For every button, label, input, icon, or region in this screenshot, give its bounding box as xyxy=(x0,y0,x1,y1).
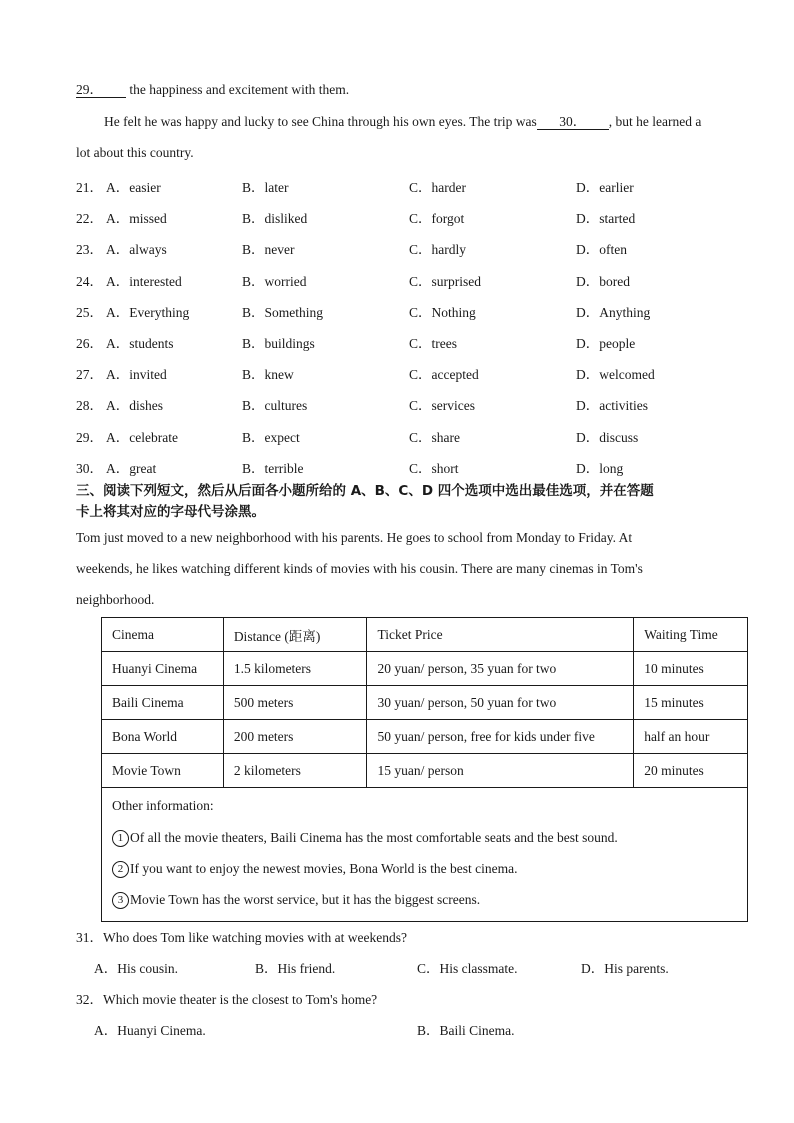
option-b[interactable]: B．Baili Cinema. xyxy=(417,1023,515,1038)
other-info-text: Of all the movie theaters, Baili Cinema has the most comfortable seats and the best sound. xyxy=(130,830,618,845)
cloze-para-end: , but he learned a xyxy=(608,114,702,129)
question-options-32 xyxy=(94,1019,754,1039)
table-cell: 30 yuan/ person, 50 yuan for two xyxy=(367,686,634,720)
section-heading xyxy=(76,481,756,523)
option-number: 24． xyxy=(76,273,103,289)
option-row xyxy=(76,332,756,352)
table-cell: 20 minutes xyxy=(634,754,748,788)
table-cell: Baili Cinema xyxy=(102,686,224,720)
table-header: Waiting Time xyxy=(634,618,748,652)
option-a[interactable]: A．invited xyxy=(106,367,167,383)
option-d[interactable]: D．long xyxy=(576,460,624,476)
option-row xyxy=(76,426,756,446)
table-row xyxy=(102,754,748,788)
option-b[interactable]: B．cultures xyxy=(242,398,308,414)
option-row xyxy=(76,301,756,321)
option-b[interactable]: B．worried xyxy=(242,273,307,289)
cloze-para-start: He felt he was happy and lucky to see China through his own eyes. The trip was xyxy=(104,114,537,129)
option-d[interactable]: D．started xyxy=(576,211,636,227)
question-stem-31: 31．Who does Tom like watching movies with at weekends? xyxy=(76,930,407,945)
option-row xyxy=(76,394,756,414)
option-c[interactable]: C．Nothing xyxy=(409,304,476,320)
blank-29: 29． xyxy=(76,82,126,98)
table-cell: half an hour xyxy=(634,720,748,754)
blank-30: 30． xyxy=(537,114,609,130)
option-a[interactable]: A．students xyxy=(106,336,174,351)
table-cell: 15 yuan/ person xyxy=(367,754,634,788)
option-c[interactable]: C．surprised xyxy=(409,273,481,289)
cinema-table xyxy=(101,617,748,922)
option-number: 22． xyxy=(76,211,103,227)
option-b[interactable]: B．later xyxy=(242,180,289,195)
other-info-text: Movie Town has the worst service, but it has the biggest screens. xyxy=(130,892,481,907)
passage-line: Tom just moved to a new neighborhood with his parents. He goes to school from Monday to Friday. At xyxy=(76,530,633,545)
option-b[interactable]: B．expect xyxy=(242,429,300,445)
table-cell: 2 kilometers xyxy=(223,754,367,788)
option-b[interactable]: B．terrible xyxy=(242,460,304,476)
option-number: 26． xyxy=(76,336,103,351)
question-options-31 xyxy=(94,957,754,977)
option-d[interactable]: D．activities xyxy=(576,398,648,414)
passage-line: weekends, he likes watching different kinds of movies with his cousin. There are many cinemas in Tom's xyxy=(76,561,643,576)
option-d[interactable]: D．discuss xyxy=(576,429,639,445)
option-a[interactable]: A．His cousin. xyxy=(94,961,178,976)
table-cell: 15 minutes xyxy=(634,686,748,720)
other-info-title: Other information: xyxy=(112,798,214,813)
option-row xyxy=(76,238,756,258)
option-c[interactable]: C．short xyxy=(409,460,459,476)
option-b[interactable]: B．disliked xyxy=(242,211,308,227)
table-row xyxy=(102,652,748,686)
section-heading-line2: 卡上将其对应的字母代号涂黑。 xyxy=(76,504,265,520)
other-info-item xyxy=(112,884,737,915)
section-heading-line1: 三、阅读下列短文，然后从后面各小题所给的 A、B、C、D 四个选项中选出最佳选项，并在答题 xyxy=(76,483,654,499)
cloze-line-last: lot about this country. xyxy=(76,145,194,160)
other-info-row xyxy=(102,788,748,922)
option-c[interactable]: C．hardly xyxy=(409,242,466,258)
option-a[interactable]: A．always xyxy=(106,242,167,258)
option-c[interactable]: C．accepted xyxy=(409,367,479,383)
table-cell: Huanyi Cinema xyxy=(102,652,224,686)
option-number: 25． xyxy=(76,304,103,320)
passage-line: neighborhood. xyxy=(76,592,155,607)
table-cell: 200 meters xyxy=(223,720,367,754)
table-cell: Bona World xyxy=(102,720,224,754)
table-header: Distance (距离) xyxy=(223,618,367,652)
option-c[interactable]: C．harder xyxy=(409,180,466,195)
option-d[interactable]: D．often xyxy=(576,242,627,258)
cloze-line-29 xyxy=(76,82,349,98)
option-d[interactable]: D．His parents. xyxy=(581,961,669,976)
option-number: 30． xyxy=(76,460,103,476)
circled-number-icon: 3 xyxy=(112,892,129,909)
other-info-cell xyxy=(102,788,748,922)
other-info-item xyxy=(112,853,737,884)
circled-number-icon: 1 xyxy=(112,830,129,847)
table-cell: Movie Town xyxy=(102,754,224,788)
circled-number-icon: 2 xyxy=(112,861,129,878)
option-row xyxy=(76,270,756,290)
option-a[interactable]: A．easier xyxy=(106,180,161,195)
table-cell: 1.5 kilometers xyxy=(223,652,367,686)
option-c[interactable]: C．His classmate. xyxy=(417,961,518,976)
option-a[interactable]: A．missed xyxy=(106,211,167,227)
option-a[interactable]: A．Everything xyxy=(106,304,190,320)
table-cell: 20 yuan/ person, 35 yuan for two xyxy=(367,652,634,686)
option-d[interactable]: D．earlier xyxy=(576,180,634,195)
option-number: 23． xyxy=(76,242,103,258)
option-row xyxy=(76,363,756,383)
option-number: 28． xyxy=(76,398,103,414)
option-a[interactable]: A．celebrate xyxy=(106,429,178,445)
option-number: 27． xyxy=(76,367,103,383)
table-header: Ticket Price xyxy=(367,618,634,652)
table-cell: 50 yuan/ person, free for kids under five xyxy=(367,720,634,754)
cloze-line-30 xyxy=(104,114,701,130)
table-row xyxy=(102,686,748,720)
option-c[interactable]: C．forgot xyxy=(409,211,465,227)
table-header: Cinema xyxy=(102,618,224,652)
option-b[interactable]: B．knew xyxy=(242,367,294,383)
option-a[interactable]: A．dishes xyxy=(106,398,163,414)
table-header-row xyxy=(102,618,748,652)
option-row xyxy=(76,176,756,196)
cloze-text-29: the happiness and excitement with them. xyxy=(126,82,350,97)
option-number: 29． xyxy=(76,429,103,445)
option-a[interactable]: A．interested xyxy=(106,273,182,289)
table-cell: 10 minutes xyxy=(634,652,748,686)
option-row xyxy=(76,457,756,477)
table-row xyxy=(102,720,748,754)
option-c[interactable]: C．share xyxy=(409,429,460,445)
option-b[interactable]: B．His friend. xyxy=(255,961,336,976)
option-d[interactable]: D．welcomed xyxy=(576,367,655,383)
option-a[interactable]: A．Huanyi Cinema. xyxy=(94,1023,206,1038)
option-b[interactable]: B．buildings xyxy=(242,336,315,351)
other-info-text: If you want to enjoy the newest movies, Bona World is the best cinema. xyxy=(130,861,518,876)
option-d[interactable]: D．Anything xyxy=(576,304,651,320)
option-a[interactable]: A．great xyxy=(106,460,157,476)
option-b[interactable]: B．never xyxy=(242,242,295,258)
question-stem-32: 32．Which movie theater is the closest to Tom's home? xyxy=(76,992,378,1007)
option-b[interactable]: B．Something xyxy=(242,304,324,320)
option-row xyxy=(76,207,756,227)
option-d[interactable]: D．people xyxy=(576,336,636,351)
option-d[interactable]: D．bored xyxy=(576,273,630,289)
option-number: 21． xyxy=(76,180,103,195)
table-cell: 500 meters xyxy=(223,686,367,720)
other-info-item xyxy=(112,822,737,853)
option-c[interactable]: C．trees xyxy=(409,336,457,351)
option-c[interactable]: C．services xyxy=(409,398,475,414)
